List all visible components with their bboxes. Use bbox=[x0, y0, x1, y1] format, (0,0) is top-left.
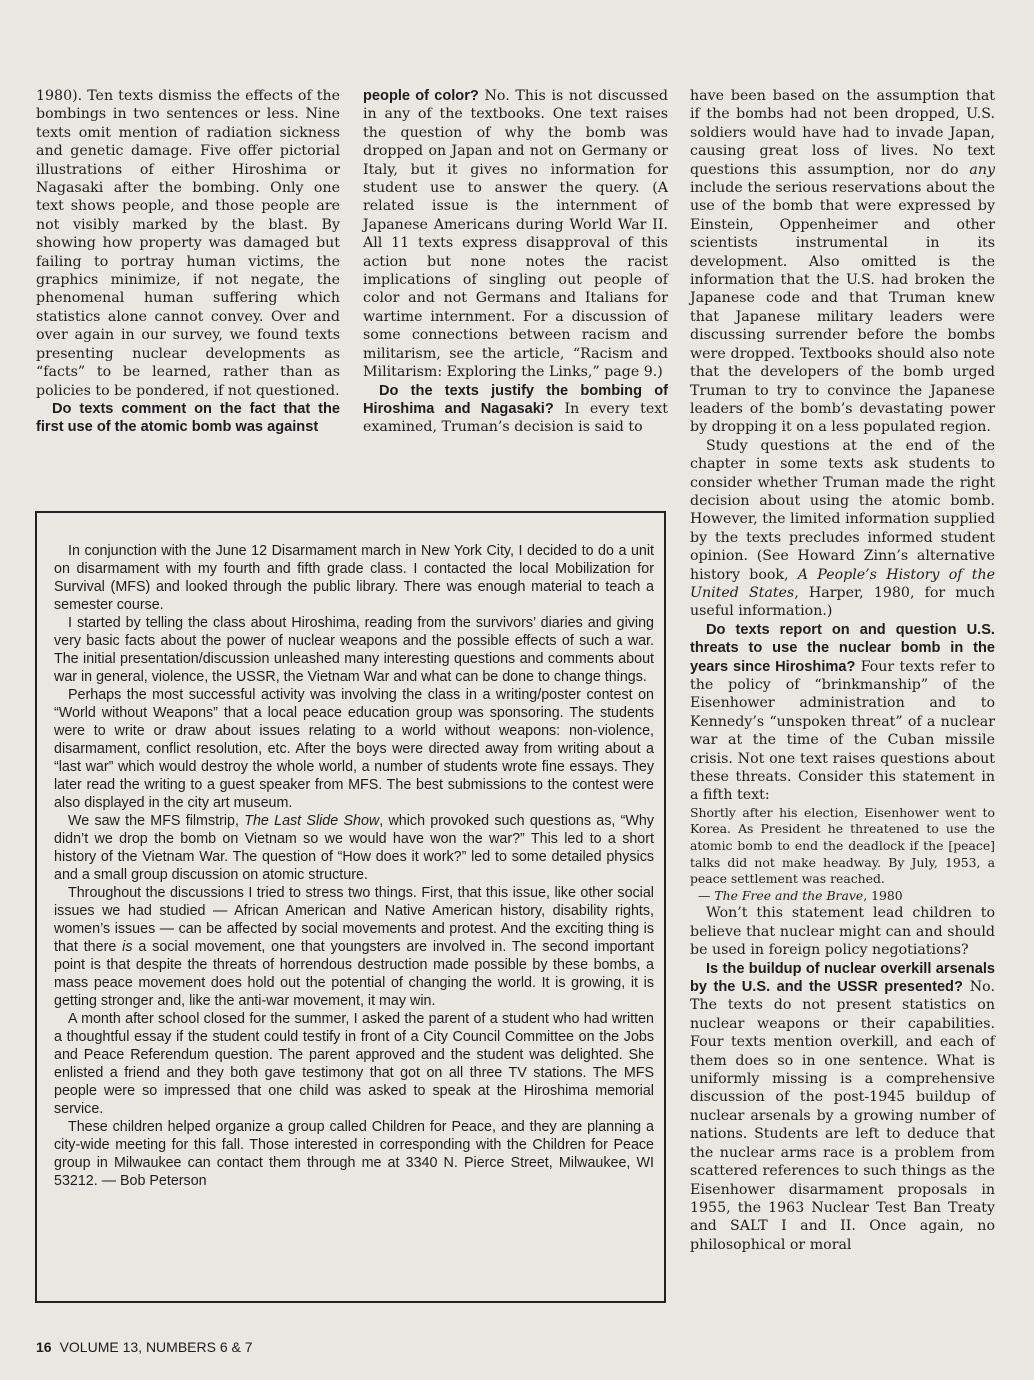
sidebar-paragraph bbox=[54, 812, 654, 884]
page-number: 16 bbox=[36, 1339, 52, 1355]
emphasis: is bbox=[122, 939, 133, 955]
article-column-1 bbox=[36, 87, 340, 437]
question-heading-text: Is the buildup of nuclear overkill arsenals by the U.S. and the USSR presented? bbox=[690, 960, 995, 996]
book-title: A People’s History of the United States bbox=[690, 566, 995, 601]
paragraph bbox=[690, 621, 995, 805]
paragraph bbox=[363, 382, 668, 437]
page-footer bbox=[36, 1339, 253, 1355]
paragraph: 1980). Ten texts dismiss the effects of the bombings in two sentences or less. Nine texts omit mention of radiation sickness and genetic damage. Five offer pictorial illustrations of either Hiroshima or Nagasaki after the bombing. Only one text shows people, and those people are not visibly marked by the blast. By showing how property was damaged but failing to portray human victims, the graphics minimize, if not negate, the phenomenal human suffering which statistics alone cannot convey. Over and over again in our survey, we found texts presenting nuclear developments as “facts” to be learned, rather than as policies to be pondered, if not questioned. bbox=[36, 88, 340, 399]
question-heading bbox=[36, 400, 340, 437]
block-quote bbox=[690, 805, 995, 905]
paragraph bbox=[690, 960, 995, 1255]
sidebar-paragraph: A month after school closed for the summer, I asked the parent of a student who had written a thoughtful essay if the student could testify in front of a City Council Committee on the Jobs and Peace Referendum question. The parent approved and the student was delighted. She enlisted a friend and they both gave testimony that got on all three TV stations. The MFS people were so impressed that one child was asked to speak at the Hiroshima memorial service. bbox=[54, 1011, 654, 1117]
source-title: The Free and the Brave bbox=[714, 887, 864, 903]
text-run: include the serious reservations about the use of the bomb that were expressed by Einstein, Oppenheimer and other scientists instrumental in its development. Also omitted is the information that the U.S. had broken the Japanese code and that Truman knew that Japanese military leaders were discussing surrender before the bombs were dropped. Textbooks should also note that the developers of the bomb urged Truman to try to convince the Japanese leaders of the bomb’s devastating power by dropping it on a less populated region. bbox=[690, 180, 995, 436]
answer-text: In every text examined, Truman’s decision is said to bbox=[363, 400, 668, 436]
text-run: Throughout the discussions I tried to stress two things. First, that this issue, like other social issues we had studied — African American and Native American history, disability rights, women’s issues — can be affected by social movements and protest. And the exciting thing is that there bbox=[54, 885, 654, 955]
answer-text: No. The texts do not present statistics on nuclear weapons or their capabilities. Four texts mention overkill, and each of them does so in one sentence. What is uniformly missing is a comprehensive discussion of the post-1945 buildup of nuclear arsenals by a growing number of nations. Students are left to deduce that the nuclear arms race is a problem from scattered references to such things as the Eisenhower disarmament proposals in 1955, the 1963 Nuclear Test Ban Treaty and SALT I and II. Once again, no philosophical or moral bbox=[690, 979, 995, 1253]
volume-info: VOLUME 13, NUMBERS 6 & 7 bbox=[59, 1339, 253, 1355]
answer-text: Four texts refer to the policy of “brinkmanship” of the Eisenhower administration and to Kennedy’s “unspoken threat” of a nuclear war at the time of the Cuban missile crisis. Not one text raises questions about these threats. Consider this statement in a fifth text: bbox=[690, 658, 995, 804]
quote-attribution bbox=[690, 888, 903, 903]
sidebar-paragraph bbox=[54, 884, 654, 1010]
text-run: , 1980 bbox=[863, 887, 903, 903]
paragraph bbox=[363, 87, 668, 382]
text-run: — bbox=[698, 887, 715, 903]
sidebar-paragraph: Perhaps the most successful activity was involving the class in a writing/poster contest on “World without Weapons” that a local peace education group was sponsoring. The students were to write or draw about issues relating to a world without weapons: non-violence, disarmament, conflict resolution, etc. After the boys were directed away from writing about a “last war” which would destroy the whole world, a number of students wrote fine essays. They later read the writing to a guest speaker from MFS. The best submissions to the contest were also displayed in the city art museum. bbox=[54, 687, 654, 811]
question-heading-text: people of color? bbox=[363, 88, 479, 104]
sidebar-paragraph: In conjunction with the June 12 Disarmament march in New York City, I decided to do a unit on disarmament with my fourth and fifth grade class. I contacted the local Mobilization for Survival (MFS) and looked through the public library. There was enough material to teach a semester course. bbox=[54, 543, 654, 613]
text-run: have been based on the assumption that if the bombs had not been dropped, U.S. soldiers would have had to invade Japan, causing great loss of lives. No text questions this assumption, nor do bbox=[690, 88, 995, 178]
question-heading-text: Do the texts justify the bombing of Hiroshima and Nagasaki? bbox=[363, 382, 668, 417]
text-run: , Harper, 1980, for much useful information.) bbox=[690, 584, 995, 620]
text-run: Study questions at the end of the chapter in some texts ask students to consider whether Truman made the right decision about using the atomic bomb. However, the limited information supplied by the texts precludes informed student opinion. (See Howard Zinn’s alternative history book, bbox=[690, 437, 995, 583]
text-run: We saw the MFS filmstrip, bbox=[68, 813, 245, 829]
sidebar-box bbox=[35, 511, 666, 1303]
text-run: , which provoked such questions as, “Why didn’t we drop the bomb on Vietnam so we would have won the war?” This led to a short history of the Vietnam War. The question of “How does it work?” led to some detailed physics and a small group discussion on atomic structure. bbox=[54, 813, 654, 883]
quote-text: Shortly after his election, Eisenhower went to Korea. As President he threatened to use the atomic bomb to end the deadlock if the [peace] talks did not make headway. By July, 1953, a peace settlement was reached. bbox=[690, 804, 995, 887]
film-title: The Last Slide Show bbox=[244, 813, 380, 829]
sidebar-paragraph: These children helped organize a group called Children for Peace, and they are planning a city-wide meeting for this fall. Those interested in corresponding with the Children for Peace group in Milwaukee can contact them through me at 3340 N. Pierce Street, Milwaukee, WI 53212. — Bob Peterson bbox=[54, 1119, 654, 1189]
text-run: a social movement, one that youngsters are involved in. The second important point is that despite the threats of horrendous destruction made possible by these bombs, a mass peace movement does hold out the potential of changing the world. It is growing, it is getting stronger and, like the anti-war movement, it may win. bbox=[54, 939, 654, 1009]
paragraph bbox=[690, 87, 995, 437]
paragraph bbox=[690, 437, 995, 621]
article-column-2 bbox=[363, 87, 668, 437]
emphasis: any bbox=[969, 161, 995, 178]
question-heading-text: Do texts report on and question U.S. threats to use the nuclear bomb in the years since Hiroshima? bbox=[690, 621, 995, 675]
question-heading-text: Do texts comment on the fact that the first use of the atomic bomb was against bbox=[36, 400, 340, 436]
sidebar-paragraph: I started by telling the class about Hiroshima, reading from the survivors’ diaries and giving very basic facts about the power of nuclear weapons and the possible effects of such a war. The initial presentation/discussion unleashed many interesting questions and comments about war in general, violence, the USSR, the Vietnam War and what can be done to change things. bbox=[54, 615, 654, 685]
article-column-3 bbox=[690, 87, 995, 1254]
answer-text: No. This is not discussed in any of the textbooks. One text raises the question of why the bomb was dropped on Japan and not on Germany or Italy, but it gives no information for student use to answer the query. (A related issue is the internment of Japanese Americans during World War II. All 11 texts express disapproval of this action but none notes the racist implications of singling out people of color and not Germans and Italians for wartime internment. For a discussion of some connections between racism and militarism, see the article, “Racism and Militarism: Exploring the Links,” page 9.) bbox=[363, 88, 669, 381]
paragraph: Won’t this statement lead children to believe that nuclear might can and should be used in foreign policy negotiations? bbox=[690, 905, 995, 959]
